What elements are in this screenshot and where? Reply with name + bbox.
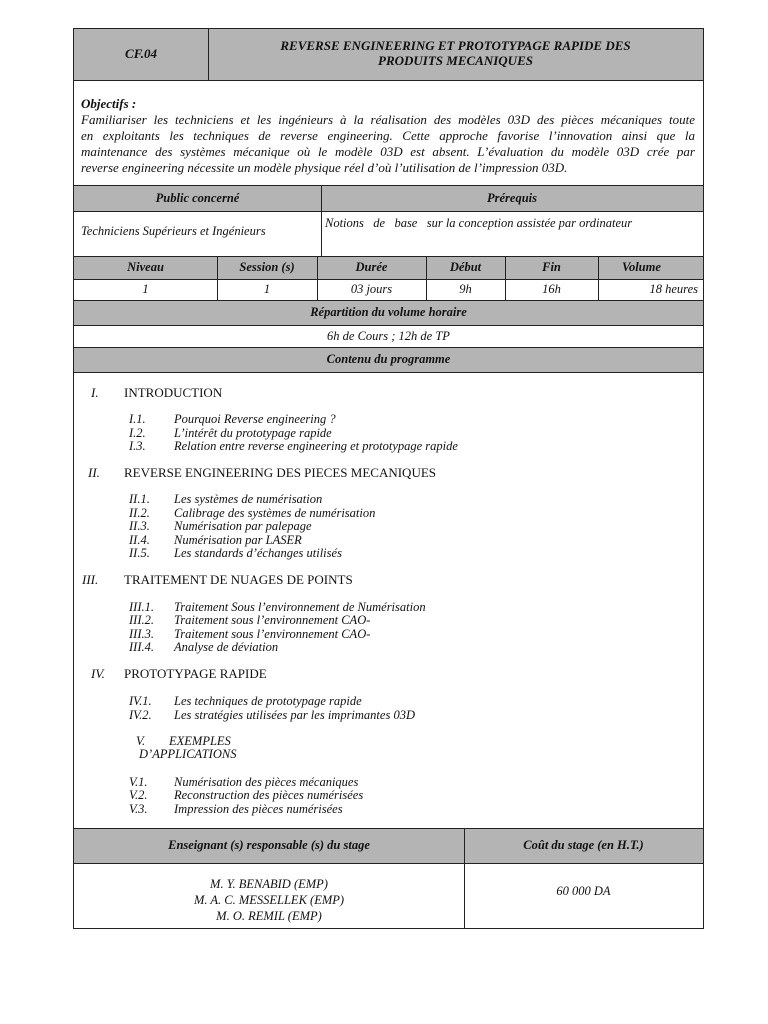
section-title-line1: EXEMPLES [169,734,231,748]
schedule-value-niveau: 1 [142,282,149,296]
section-title: REVERSE ENGINEERING DES PIECES MECANIQUES [124,465,436,480]
section-number: IV. [91,666,105,681]
programme-header: Contenu du programme [326,352,451,366]
repartition-value: 6h de Cours ; 12h de TP [327,329,450,343]
schedule-value-volume: 18 heures [649,282,698,296]
repartition-header: Répartition du volume horaire [310,305,467,319]
section-number: V. [136,734,146,748]
schedule-header-fin: Fin [542,260,561,274]
course-title-line1: REVERSE ENGINEERING ET PROTOTYPAGE RAPIDE DES [280,38,631,53]
teacher-list [74,876,464,924]
section-number: III. [82,572,99,587]
schedule-header-duree: Durée [355,260,388,274]
schedule-value-fin: 16h [542,282,561,296]
schedule-header-volume: Volume [622,260,661,274]
public-value: Techniciens Supérieurs et Ingénieurs [81,224,266,238]
section-title: PROTOTYPAGE RAPIDE [124,666,267,681]
course-title [208,38,703,68]
objectives-line: maintenance des systèmes mécanique où le modèle 03D est absent. L’évaluation du modèle 03D crée par [81,144,695,159]
teacher-header: Enseignant (s) responsable (s) du stage [168,838,370,852]
section-title: INTRODUCTION [124,385,223,400]
objectives-line: Familiariser les techniciens et les ingénieurs à la réalisation des modèles 03D des pièces mécaniques toute [81,112,695,127]
objectives-label: Objectifs : [81,96,137,111]
section-number: I. [91,385,99,400]
section-title: TRAITEMENT DE NUAGES DE POINTS [124,572,353,587]
schedule-value-session: 1 [263,282,271,296]
schedule-value-duree: 03 jours [350,282,393,296]
prereq-value: Notions de base sur la conception assistée par ordinateur [325,216,633,230]
objectives-line: en exploitants les techniques de reverse engineering. Cette approche favorise l’innovation ainsi que la [81,128,695,143]
cost-value: 60 000 DA [556,884,611,898]
course-code: CF.04 [125,46,157,61]
teacher-name: M. Y. BENABID (EMP) [210,877,328,891]
course-title-line2: PRODUITS MECANIQUES [378,53,533,68]
schedule-header-session: Session (s) [239,260,295,274]
objectives-block [81,96,695,176]
schedule-header-niveau: Niveau [127,260,164,274]
teacher-name: M. O. REMIL (EMP) [216,909,322,923]
public-header: Public concerné [155,191,240,205]
section-title-line2: D’APPLICATIONS [139,747,237,761]
course-sheet: CF.04 REVERSE ENGINEERING ET PROTOTYPAGE RAPIDE DES PRODUITS MECANIQUES Objectifs : Familiariser les techniciens et les ingénieurs à la réalisation des modèles 03D des pièces mécaniques toute en exploitants les techniques de reverse engineering. Cette approche favorise l’innovation ainsi que la maintenance des systèmes mécanique où le modèle 03D est absent. L’évaluation du modèle 03D crée par reverse engineering nécessite un modèle physique réel d’où l’utilisation de l’impression 03D. Public concerné Prérequis Techniciens Supérieurs et Ingénieurs Notions de base sur la conception assistée par ordinateur Niveau Session (s) Durée Début Fin Volume 1 1 03 jours 9h 16h 18 heures Répartition du volume horaire 6h de Cours ; 12h de TP Contenu du programme I. INTRODUCTION I.1. Pourquoi Reverse engineering ? I.2. L’intérêt du prototypage rapide I.3. Relation entre reverse engineering et prototypage rapide II. REVERSE ENGINEERING DES PIECES MECANIQUES II.1. Les systèmes de numérisation II.2. Calibrage des systèmes de numérisation II.3. Numérisation par palepage II.4. Numérisation par LASER II.5. Les standards d’échanges utilisés III. TRAITEMENT DE NUAGES DE POINTS III.1. Traitement Sous l’environnement de Numérisation III.2. Traitement sous l’environnement CAO- III.3. Traitement sous l’environnement CAO- III.4. Analyse de déviation IV. PROTOTYPAGE RAPIDE IV.1. Les techniques de prototypage rapide IV.2. Les stratégies utilisées par les imprimantes 03D V. EXEMPLES D’APPLICATIONS V.1. Numérisation des pièces mécaniques V.2. Reconstruction des pièces numérisées V.3. Impression des pièces numérisées Enseignant (s) responsable (s) du stage Coût du stage (en H.T.) M. Y. BENABID (EMP) M. A. C. MESSELLEK (EMP) M. O. REMIL (EMP) 60 000 DA [73,28,704,929]
schedule-value-debut: 9h [459,282,472,296]
prereq-header: Prérequis [487,191,537,205]
cost-header: Coût du stage (en H.T.) [523,838,644,852]
teacher-name: M. A. C. MESSELLEK (EMP) [193,893,345,907]
schedule-header-debut: Début [449,260,482,274]
section-number: II. [88,465,100,480]
objectives-line: reverse engineering nécessite un modèle physique réel d’où l’utilisation de l’impression 03D. [81,160,568,175]
